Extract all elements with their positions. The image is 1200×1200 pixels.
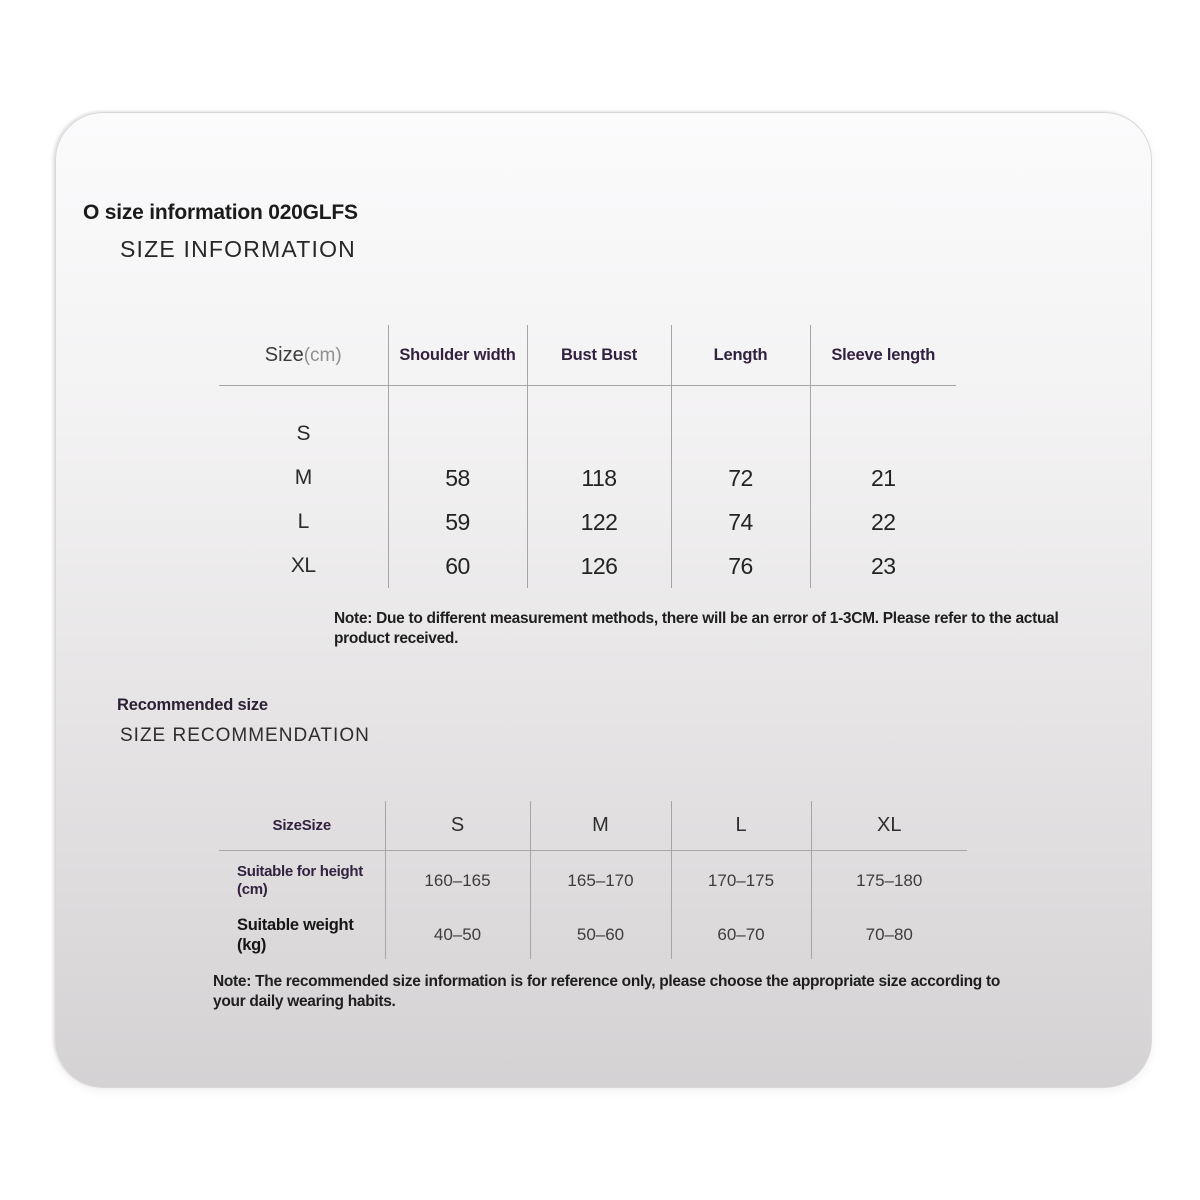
cell-value: 23: [870, 552, 896, 579]
size-label: XL: [219, 544, 388, 588]
column-header-xl: XL: [811, 801, 967, 851]
size-recommendation-table: [219, 801, 967, 959]
column-header-bust: Bust Bust: [527, 325, 671, 386]
size-table-corner-cell: [219, 325, 388, 386]
table-spacer-row: [219, 386, 956, 413]
size-info-card: [55, 112, 1152, 1088]
row-label-weight-line2: (kg): [237, 936, 267, 954]
column-header-l: L: [671, 801, 811, 851]
table-row-l: [219, 500, 956, 544]
cell-value: 122: [527, 500, 671, 544]
cell-value: 72: [671, 456, 810, 500]
table-row-xl: [219, 544, 956, 588]
cell-value: 21: [870, 464, 896, 491]
size-label: L: [219, 500, 388, 544]
recommendation-corner-cell: SizeSize: [219, 801, 385, 851]
row-label-height: [219, 851, 385, 912]
recommendation-note: Note: The recommended size information is for reference only, please choose the appropriate size according to your daily wearing habits.: [213, 973, 1000, 1010]
size-label: S: [219, 412, 388, 456]
cell-value: [671, 412, 810, 456]
cell-value: 74: [671, 500, 810, 544]
cell-value: 59: [388, 500, 527, 544]
cell-value: 165–170: [530, 851, 671, 912]
page-subtitle: SIZE INFORMATION: [120, 236, 356, 262]
table-row-weight: [219, 911, 967, 959]
size-measurements-table: [219, 325, 956, 588]
row-label-weight-line1: Suitable weight: [237, 915, 354, 934]
cell-value: 70–80: [865, 925, 913, 944]
row-label-height-line2: (cm): [237, 881, 268, 898]
cell-value: [810, 412, 956, 456]
cell-value: 160–165: [385, 851, 530, 912]
measurement-note: Note: Due to different measurement methods, there will be an error of 1-3CM. Please refer to the actual product received.: [334, 610, 1059, 647]
cell-value: 58: [388, 456, 527, 500]
cell-value: 76: [671, 544, 810, 588]
cell-value: 126: [527, 544, 671, 588]
cell-value: 50–60: [530, 911, 671, 959]
column-header-length: Length: [671, 325, 810, 386]
table-row-s: [219, 412, 956, 456]
cell-value: 175–180: [856, 871, 923, 890]
row-label-height-line1: Suitable for height: [237, 862, 363, 880]
cell-value: 60: [388, 544, 527, 588]
size-table-header: [219, 325, 956, 386]
table-row-height: [219, 851, 967, 912]
table-row-m: [219, 456, 956, 500]
cell-value: 170–175: [671, 851, 811, 912]
size-corner-unit: (cm): [303, 344, 342, 366]
cell-value: 118: [527, 456, 671, 500]
column-header-shoulder-width: Shoulder width: [388, 325, 527, 386]
cell-value: 22: [870, 508, 896, 535]
recommendation-table-header: [219, 801, 967, 851]
page-title: O size information 020GLFS: [83, 201, 358, 224]
recommended-size-heading: Recommended size: [117, 696, 268, 714]
cell-value: 40–50: [385, 911, 530, 959]
cell-value: [527, 412, 671, 456]
cell-value: 60–70: [671, 911, 811, 959]
size-corner-label: Size: [264, 343, 304, 366]
column-header-s: S: [385, 801, 530, 851]
size-recommendation-subheading: SIZE RECOMMENDATION: [120, 725, 370, 746]
size-label: M: [219, 456, 388, 500]
row-label-weight: [219, 911, 385, 959]
column-header-sleeve-length: Sleeve length: [810, 325, 956, 386]
column-header-m: M: [530, 801, 671, 851]
cell-value: [388, 412, 527, 456]
